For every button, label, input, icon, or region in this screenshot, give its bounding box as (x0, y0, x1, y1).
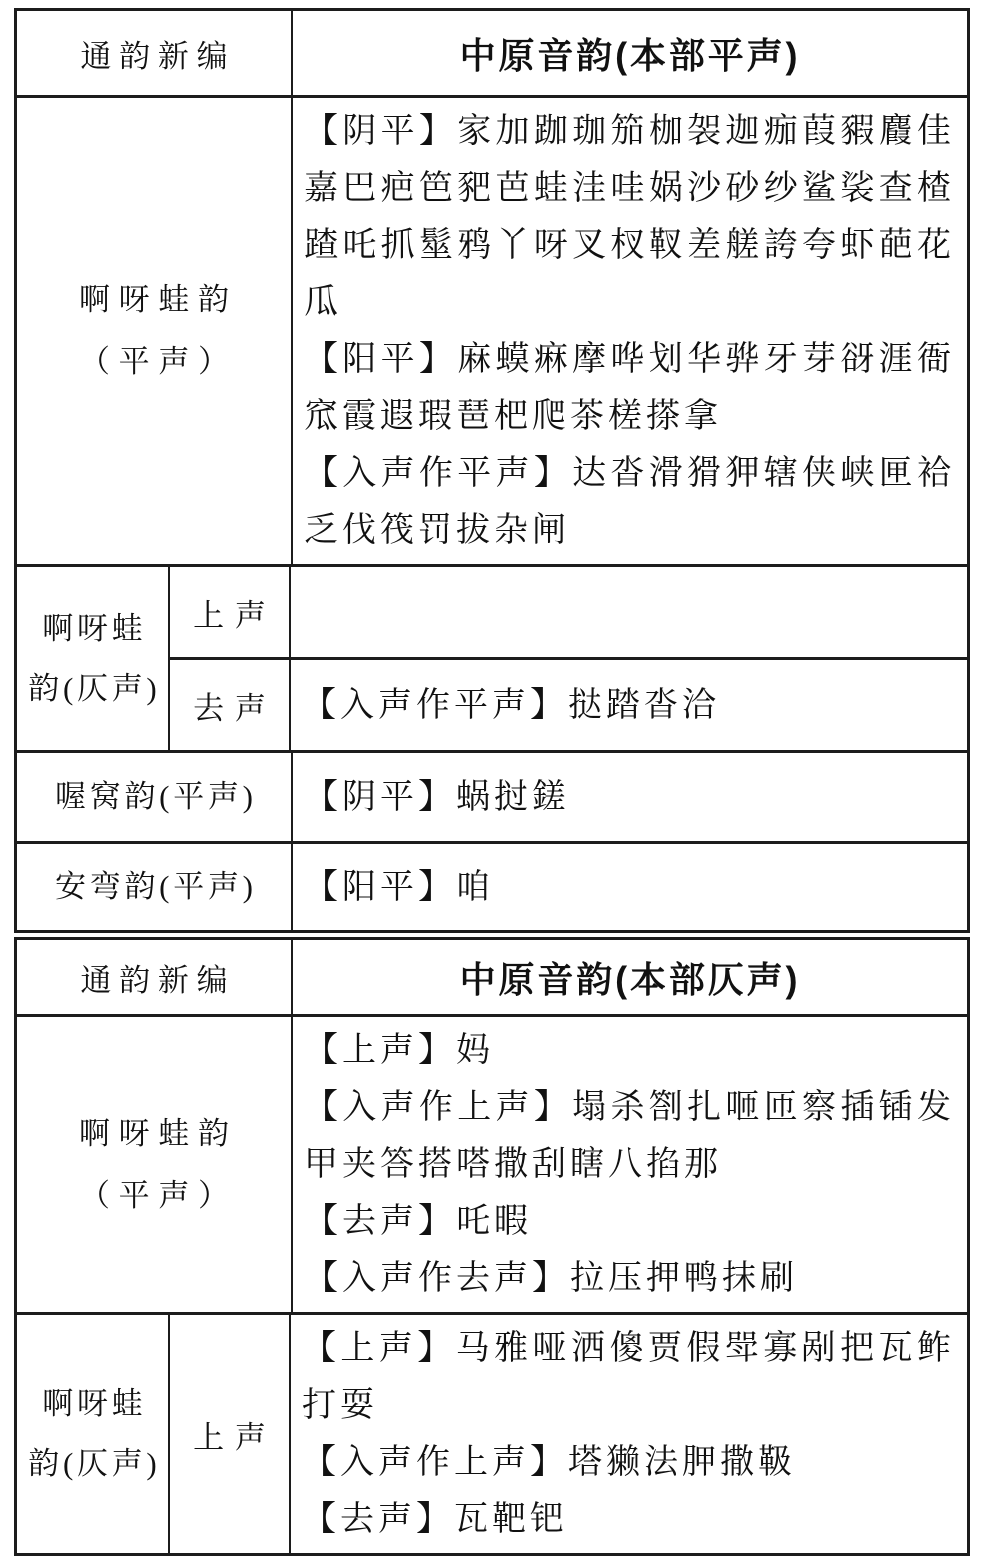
row-anwan-pingsheng (17, 841, 967, 930)
entry-yinping: 【阴平】蜗挝鎈 (304, 778, 570, 816)
header-cell-zhongyuan-2 (293, 940, 967, 1014)
entry-shangsheng: 【上声】马雅哑洒傻贾假斝寡剐把瓦鲊打耍 (302, 1330, 955, 1424)
tone-cell: 上声 (170, 567, 291, 657)
rhyme-label-cell (17, 1315, 170, 1553)
rhyme-label-line: 啊呀蛙韵 (78, 282, 238, 317)
zesheng-subrows (170, 1315, 967, 1553)
tone-cell: 上声 (170, 1315, 291, 1553)
rhyme-label-line: 安弯韵(平声) (55, 869, 257, 904)
content-cell (293, 98, 967, 564)
subrow-qusheng (170, 657, 967, 750)
content-cell (293, 844, 967, 930)
header-row-2 (17, 940, 967, 1014)
rhyme-label-line: 啊呀蛙韵 (78, 1115, 238, 1151)
rhyme-label-cell (17, 844, 293, 930)
entry-rusheng-zuo-pingsheng: 【入声作平声】挞踏沓洽 (302, 686, 720, 724)
rhyme-label-cell (17, 98, 293, 564)
row-wowo-pingsheng (17, 750, 967, 841)
entry-rusheng-zuo-shangsheng: 【入声作上声】塌杀劄扎咂匝察插锸发甲夹答搭嗒撒刮瞎八掐那 (304, 1089, 955, 1183)
row-ayawa-pingsheng-1 (17, 95, 967, 564)
rhyme-label-cell (17, 567, 170, 750)
entry-qusheng: 【去声】瓦靶钯 (302, 1501, 568, 1538)
header-row-1 (17, 11, 967, 95)
row-ayawa-zesheng-group-2 (17, 1312, 967, 1553)
header-label-zhongyuan-2: 中原音韵(本部仄声) (459, 958, 801, 1000)
rhyme-table-page (14, 8, 970, 1556)
content-cell (293, 753, 967, 841)
content-cell (291, 1315, 967, 1553)
rhyme-label-line: （平声） (78, 1177, 238, 1213)
rhyme-label-line: 啊呀蛙 (42, 1386, 147, 1421)
entry-rusheng-zuo-pingsheng: 【入声作平声】达沓滑猾狎辖侠峡匣袷乏伐筏罚拔杂闸 (304, 455, 955, 549)
entry-qusheng: 【去声】吒暇 (304, 1203, 532, 1240)
table-section-pingsheng (14, 8, 970, 933)
rhyme-label-line: 喔窝韵(平声) (55, 779, 257, 814)
rhyme-label-line: （平声） (78, 344, 238, 379)
rhyme-label-line: 韵(仄声) (28, 670, 161, 706)
rhyme-label-line: 韵(仄声) (28, 1446, 161, 1481)
header-label-tongyun-2: 通韵新编 (80, 962, 236, 998)
header-cell-tongyun-2 (17, 940, 293, 1014)
entry-yangping: 【阳平】麻蟆痳摩哗划华骅牙芽谺涯衙窊霞遐瑕琶杷爬茶槎搽拿 (304, 341, 955, 435)
subrow-shangsheng (170, 1315, 967, 1553)
header-cell-tongyun-1 (17, 11, 293, 95)
header-label-tongyun-1: 通韵新编 (80, 38, 236, 74)
table-section-zesheng (14, 937, 970, 1556)
row-ayawa-pingsheng-2 (17, 1014, 967, 1312)
zesheng-subrows (170, 567, 967, 750)
content-cell (293, 1017, 967, 1312)
entry-yinping: 【阴平】家加跏珈笳枷袈迦痂葭豭麚佳嘉巴疤笆豝芭蛙洼哇娲沙砂纱鲨裟查楂蹅吒抓髽鸦丫呀叉杈靫差艖誇夸虾葩花瓜 (304, 113, 955, 321)
rhyme-label-cell (17, 1017, 293, 1312)
entry-shangsheng: 【上声】妈 (304, 1032, 494, 1069)
rhyme-label-line: 啊呀蛙 (42, 610, 147, 646)
subrow-shangsheng (170, 567, 967, 657)
header-cell-zhongyuan-1 (293, 11, 967, 95)
content-cell (291, 660, 967, 750)
row-ayawa-zesheng-group-1 (17, 564, 967, 750)
entry-rusheng-zuo-qusheng: 【入声作去声】拉压押鸭抹刷 (304, 1260, 798, 1297)
entry-rusheng-zuo-shangsheng: 【入声作上声】塔獭法胛撒靸 (302, 1444, 796, 1481)
content-cell-empty (291, 567, 967, 657)
rhyme-label-cell (17, 753, 293, 841)
entry-yangping: 【阳平】咱 (304, 868, 494, 906)
tone-cell: 去声 (170, 660, 291, 750)
header-label-zhongyuan-1: 中原音韵(本部平声) (459, 34, 801, 76)
